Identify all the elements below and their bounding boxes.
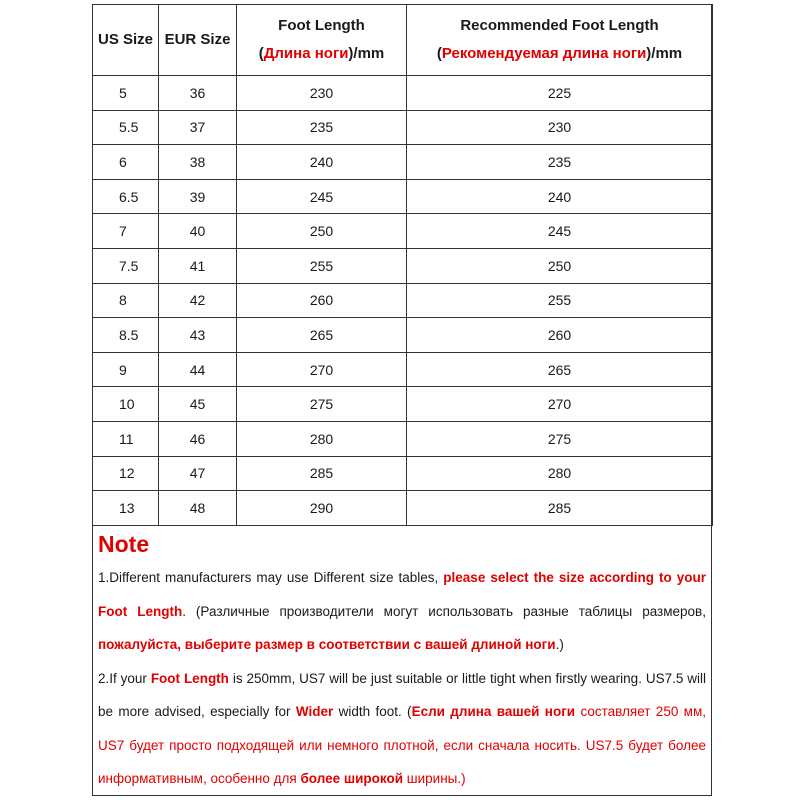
cell-eur-size: 41 (159, 248, 237, 283)
note-1-highlight-ru: пожалуйста, выберите размер в соответствии с вашей длиной ноги (98, 637, 556, 652)
note-2-foot-length: Foot Length (150, 670, 229, 686)
cell-eur-size: 42 (159, 283, 237, 318)
cell-us-size: 7 (93, 214, 159, 249)
cell-eur-size: 37 (159, 110, 237, 145)
cell-eur-size: 45 (159, 387, 237, 422)
cell-us-size: 6.5 (93, 179, 159, 214)
cell-us-size: 11 (93, 421, 159, 456)
cell-foot-length: 245 (237, 179, 407, 214)
table-row (93, 421, 713, 456)
table-header-row (93, 5, 713, 76)
cell-eur-size: 48 (159, 491, 237, 526)
header-foot-length (237, 5, 407, 76)
cell-recommended-length: 225 (407, 76, 713, 111)
cell-eur-size: 40 (159, 214, 237, 249)
note-1-text-ru: . (Различные производители могут использовать разные таблицы размеров, (182, 603, 706, 619)
cell-eur-size: 43 (159, 318, 237, 353)
cell-us-size: 9 (93, 352, 159, 387)
size-table (92, 4, 713, 526)
header-us-size: US Size (93, 5, 159, 76)
header-recommended-ru (407, 40, 712, 68)
cell-us-size: 7.5 (93, 248, 159, 283)
header-recommended-en: Recommended Foot Length (460, 17, 659, 34)
cell-recommended-length: 255 (407, 283, 713, 318)
cell-eur-size: 47 (159, 456, 237, 491)
cell-foot-length: 260 (237, 283, 407, 318)
cell-us-size: 5 (93, 76, 159, 111)
cell-foot-length: 230 (237, 76, 407, 111)
size-rows (93, 76, 713, 526)
paren-open: ( (436, 45, 442, 62)
header-recommended-length (407, 5, 713, 76)
table-row (93, 214, 713, 249)
header-eur-size: EUR Size (159, 5, 237, 76)
cell-foot-length: 265 (237, 318, 407, 353)
unit-mm: )/mm (646, 45, 683, 62)
cell-recommended-length: 275 (407, 421, 713, 456)
cell-recommended-length: 235 (407, 145, 713, 180)
cell-us-size: 8 (93, 283, 159, 318)
note-2-text-paren: width foot. ( (333, 704, 412, 719)
table-row (93, 110, 713, 145)
note-2-text-mid: is 250mm, US7 will be just suitable or little tight when firstly wearing. US7.5 will be more advised, especially for (98, 670, 706, 719)
note-2-close: ширины.) (403, 771, 466, 786)
cell-us-size: 8.5 (93, 318, 159, 353)
table-row (93, 387, 713, 422)
note-paragraph-1 (98, 561, 706, 662)
table-row (93, 491, 713, 526)
cell-recommended-length: 260 (407, 318, 713, 353)
cell-recommended-length: 240 (407, 179, 713, 214)
table-row (93, 352, 713, 387)
note-1-text: 1.Different manufacturers may use Different size tables, (98, 570, 444, 585)
header-recommended-ru-red: Рекомендуемая длина ноги (441, 45, 647, 62)
cell-eur-size: 44 (159, 352, 237, 387)
note-2-highlight-ru-1: Если длина вашей ноги (411, 704, 576, 719)
header-foot-length-ru (237, 40, 406, 68)
cell-us-size: 13 (93, 491, 159, 526)
note-section (92, 523, 712, 796)
table-row (93, 76, 713, 111)
paren-open: ( (258, 45, 264, 62)
note-2-text-ru: составляет 250 мм, US7 будет просто подходящей или немного плотной, если сначала носить. US7.5 будет более информативным, особенно для (98, 704, 706, 786)
cell-foot-length: 250 (237, 214, 407, 249)
note-2-text: 2.If your (98, 670, 151, 686)
cell-recommended-length: 270 (407, 387, 713, 422)
note-1-highlight-en: please select the size according to your Foot Length (98, 570, 707, 619)
cell-recommended-length: 245 (407, 214, 713, 249)
cell-recommended-length: 285 (407, 491, 713, 526)
header-foot-length-en: Foot Length (278, 17, 365, 34)
cell-recommended-length: 265 (407, 352, 713, 387)
cell-eur-size: 38 (159, 145, 237, 180)
cell-recommended-length: 280 (407, 456, 713, 491)
note-2-wider: Wider (295, 704, 334, 719)
cell-foot-length: 275 (237, 387, 407, 422)
cell-foot-length: 270 (237, 352, 407, 387)
header-foot-length-ru-red: Длина ноги (263, 45, 349, 62)
table-row (93, 456, 713, 491)
unit-mm: )/mm (348, 45, 385, 62)
table-row (93, 145, 713, 180)
cell-foot-length: 290 (237, 491, 407, 526)
note-title: Note (98, 531, 150, 557)
cell-us-size: 5.5 (93, 110, 159, 145)
table-row (93, 248, 713, 283)
cell-foot-length: 285 (237, 456, 407, 491)
cell-recommended-length: 250 (407, 248, 713, 283)
cell-foot-length: 255 (237, 248, 407, 283)
cell-eur-size: 39 (159, 179, 237, 214)
table-row (93, 283, 713, 318)
cell-foot-length: 235 (237, 110, 407, 145)
cell-us-size: 10 (93, 387, 159, 422)
note-1-close: .) (555, 637, 564, 652)
note-2-highlight-ru-2: более широкой (300, 771, 404, 786)
cell-recommended-length: 230 (407, 110, 713, 145)
note-paragraph-2 (98, 662, 706, 796)
cell-us-size: 12 (93, 456, 159, 491)
cell-eur-size: 36 (159, 76, 237, 111)
cell-foot-length: 280 (237, 421, 407, 456)
table-row (93, 179, 713, 214)
cell-foot-length: 240 (237, 145, 407, 180)
table-row (93, 318, 713, 353)
cell-us-size: 6 (93, 145, 159, 180)
cell-eur-size: 46 (159, 421, 237, 456)
